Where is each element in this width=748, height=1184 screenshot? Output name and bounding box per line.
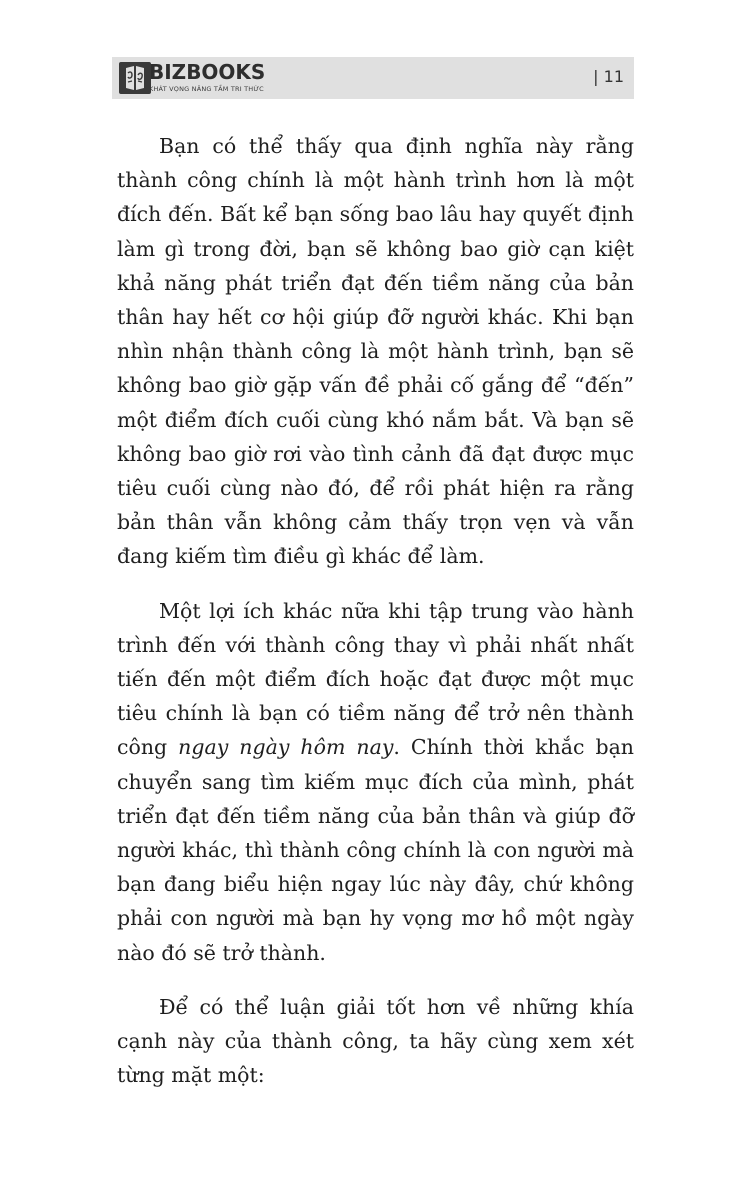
bizbooks-logo-icon [118,61,152,95]
body-text [117,129,634,1112]
paragraph-2-text-after: . Chính thời khắc bạn chuyển sang tìm kiếm mục đích của mình, phát triển đạt đến tiềm năng của bản thân và giúp đỡ người khác, thì thành công chính là con người mà bạn đang biểu hiện ngay lúc này đây, chứ không phải con người mà bạn hy vọng mơ hồ một ngày nào đó sẽ trở thành. [117,735,634,965]
paragraph-1: Bạn có thể thấy qua định nghĩa này rằng thành công chính là một hành trình hơn là một đích đến. Bất kể bạn sống bao lâu hay quyết định làm gì trong đời, bạn sẽ không bao giờ cạn kiệt khả năng phát triển đạt đến tiềm năng của bản thân hay hết cơ hội giúp đỡ người khác. Khi bạn nhìn nhận thành công là một hành trình, bạn sẽ không bao giờ gặp vấn đề phải cố gắng để “đến” một điểm đích cuối cùng khó nắm bắt. Và bạn sẽ không bao giờ rơi vào tình cảnh đã đạt được mục tiêu cuối cùng nào đó, để rồi phát hiện ra rằng bản thân vẫn không cảm thấy trọn vẹn và vẫn đang kiếm tìm điều gì khác để làm. [117,134,634,569]
page-number: | 11 [593,67,624,86]
paragraph-2-text-before: Một lợi ích khác nữa khi tập trung vào hành trình đến với thành công thay vì phải nhất nhất tiến đến một điểm đích hoặc đạt được một mục tiêu chính là bạn có tiềm năng để trở nên thành công [117,598,634,760]
paragraph-2-italic-phrase: ngay ngày hôm nay [178,735,394,760]
paragraph-3: Để có thể luận giải tốt hơn về những khía cạnh này của thành công, ta hãy cùng xem xét từng mặt một: [117,994,634,1088]
brand-name: BIZBOOKS [149,60,266,84]
paragraph-2 [117,594,634,970]
running-header [112,57,634,99]
brand-tagline: KHÁT VỌNG NÂNG TẦM TRI THỨC [149,85,264,93]
